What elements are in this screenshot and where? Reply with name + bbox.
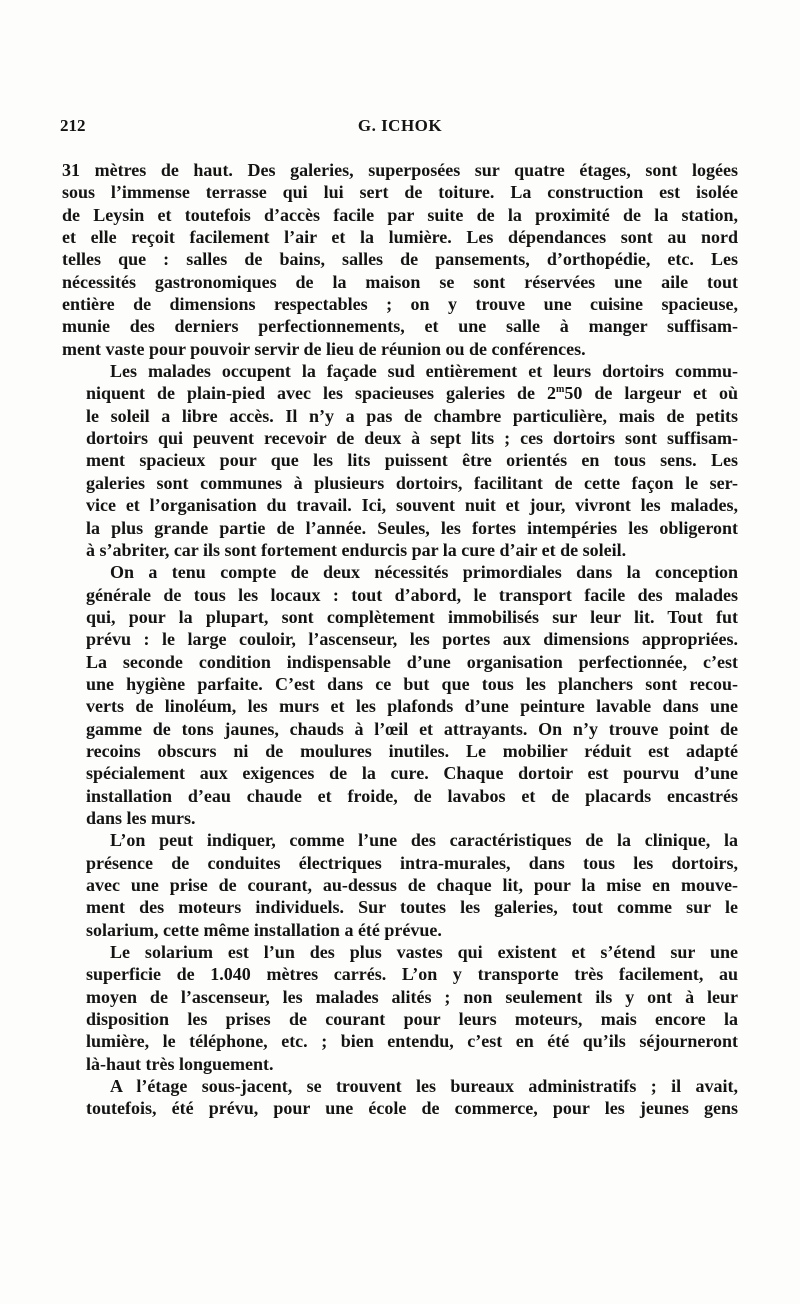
paragraph xyxy=(62,360,738,561)
text-line: entière de dimensions respectables ; on y trouve une cuisine spacieuse, xyxy=(62,294,738,315)
page-number: 212 xyxy=(60,116,86,135)
text-line: moyen de l’ascenseur, les malades alités ; non seulement ils y ont à leur xyxy=(86,986,738,1007)
text-line: nécessités gastronomiques de la maison se sont réservées une aile tout xyxy=(62,271,738,292)
text-line: là-haut très longuement. xyxy=(86,1053,274,1074)
text-line: et elle reçoit facilement l’air et la lumière. Les dépendances sont au nord xyxy=(62,227,738,248)
text-line: solarium, cette même installation a été prévue. xyxy=(86,919,442,940)
text-line: spécialement aux exigences de la cure. Chaque dortoir est pourvu d’une xyxy=(86,763,738,784)
text-line: présence de conduites électriques intra-murales, dans tous les dortoirs, xyxy=(86,852,738,873)
body-text xyxy=(62,159,738,1120)
text-line: générale de tous les locaux : tout d’abord, le transport facile des malades xyxy=(86,584,738,605)
text-line: qui, pour la plupart, sont complètement immobilisés sur leur lit. Tout fut xyxy=(86,606,738,627)
text-line: Les malades occupent la façade sud entièrement et leurs dortoirs commu- xyxy=(110,361,738,382)
text-line: la plus grande partie de l’année. Seules, les fortes intempéries les obligeront xyxy=(86,517,738,538)
page-header xyxy=(60,116,740,142)
text-line: L’on peut indiquer, comme l’une des caractéristiques de la clinique, la xyxy=(110,830,738,851)
text-line: ment spacieux pour que les lits puissent être orientés en tous sens. Les xyxy=(86,450,738,471)
text-line: gamme de tons jaunes, chauds à l’œil et attrayants. On n’y trouve point de xyxy=(86,718,738,739)
text-line: ment des moteurs individuels. Sur toutes les galeries, tout comme sur le xyxy=(86,897,738,918)
text-line: dortoirs qui peuvent recevoir de deux à sept lits ; ces dortoirs sont suffisam- xyxy=(86,428,738,449)
text-line: niquent de plain-pied avec les spacieuses galeries de 2$^m$50 de largeur et où xyxy=(86,383,738,404)
paragraph xyxy=(62,829,738,941)
text-line: une hygiène parfaite. C’est dans ce but que tous les planchers sont recou- xyxy=(86,673,738,694)
text-line: vice et l’organisation du travail. Ici, souvent nuit et jour, vivront les malades, xyxy=(86,495,738,516)
paragraph xyxy=(62,561,738,829)
text-line: sous l’immense terrasse qui lui sert de toiture. La construction est isolée xyxy=(62,182,738,203)
text-line: Le solarium est l’un des plus vastes qui existent et s’étend sur une xyxy=(110,942,738,963)
text-line: de Leysin et toutefois d’accès facile par suite de la proximité de la station, xyxy=(62,204,738,225)
text-line: avec une prise de courant, au-dessus de chaque lit, pour la mise en mouve- xyxy=(86,875,738,895)
text-line: disposition les prises de courant pour leurs moteurs, mais encore la xyxy=(86,1009,738,1030)
paragraph xyxy=(62,159,738,360)
paragraph xyxy=(62,1075,738,1120)
running-head: G. ICHOK xyxy=(357,116,443,135)
text-line: La seconde condition indispensable d’une organisation perfectionnée, c’est xyxy=(86,651,738,672)
text-line: prévu : le large couloir, l’ascenseur, les portes aux dimensions appropriées. xyxy=(86,629,738,650)
text-line: dans les murs. xyxy=(86,807,196,828)
text-line: lumière, le téléphone, etc. ; bien entendu, c’est en été qu’ils séjourneront xyxy=(86,1031,738,1052)
text-line: 31 mètres de haut. Des galeries, superposées sur quatre étages, sont logées xyxy=(62,160,738,180)
text-line: A l’étage sous-jacent, se trouvent les bureaux administratifs ; il avait, xyxy=(110,1076,738,1097)
text-line: On a tenu compte de deux nécessités primordiales dans la conception xyxy=(110,562,738,583)
text-line: toutefois, été prévu, pour une école de commerce, pour les jeunes gens xyxy=(86,1098,738,1119)
text-line: le soleil a libre accès. Il n’y a pas de chambre particulière, mais de petits xyxy=(86,405,738,426)
paragraph xyxy=(62,941,738,1075)
text-line: à s’abriter, car ils sont fortement endurcis par la cure d’air et de soleil. xyxy=(86,539,627,560)
text-line: installation d’eau chaude et froide, de lavabos et de placards encastrés xyxy=(86,785,738,806)
text-line: galeries sont communes à plusieurs dortoirs, facilitant de cette façon le ser- xyxy=(86,472,738,493)
text-line: telles que : salles de bains, salles de pansements, d’orthopédie, etc. Les xyxy=(62,249,738,270)
text-line: munie des derniers perfectionnements, et une salle à manger suffisam- xyxy=(62,316,738,337)
text-line: verts de linoléum, les murs et les plafonds d’une peinture lavable dans une xyxy=(86,696,738,717)
text-line: ment vaste pour pouvoir servir de lieu de réunion ou de conférences. xyxy=(62,338,586,359)
text-line: superficie de 1.040 mètres carrés. L’on y transporte très facilement, au xyxy=(86,964,738,985)
text-line: recoins obscurs ni de moulures inutiles. Le mobilier réduit est adapté xyxy=(86,740,738,761)
